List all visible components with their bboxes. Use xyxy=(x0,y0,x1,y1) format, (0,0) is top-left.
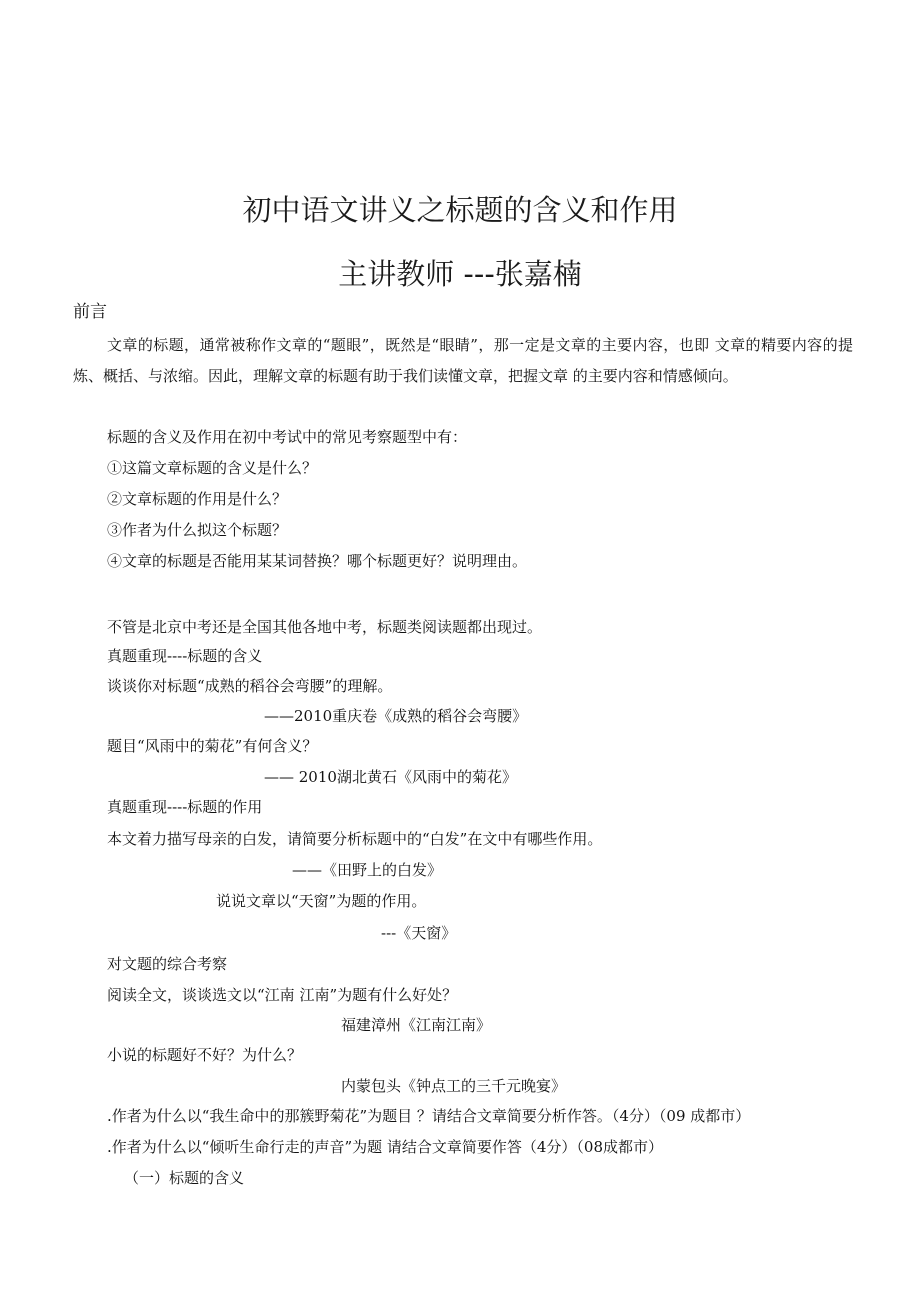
question-type-item: ②文章标题的作用是什么？ xyxy=(107,490,288,508)
question-source: —— 2010湖北黄石《风雨中的菊花》 xyxy=(264,768,517,786)
exam-question: 本文着力描写母亲的白发，请简要分析标题中的“白发”在文中有哪些作用。 xyxy=(107,830,603,848)
question-source: ——《田野上的白发》 xyxy=(292,861,443,879)
preface-heading: 前言 xyxy=(73,302,107,322)
question-type-item: ④文章的标题是否能用某某词替换？哪个标题更好？说明理由。 xyxy=(107,552,528,570)
document-subtitle: 主讲教师 ---张嘉楠 xyxy=(338,257,582,291)
section-function-heading: 真题重现----标题的作用 xyxy=(107,798,263,816)
question-source: ——2010重庆卷《成熟的稻谷会弯腰》 xyxy=(264,707,528,725)
question-source: 福建漳州《江南江南》 xyxy=(341,1016,492,1034)
exam-question: .作者为什么以“倾听生命行走的声音”为题 请结合文章简要作答（4分）（08成都市） xyxy=(107,1138,664,1156)
exam-question: 阅读全文，谈谈选文以“江南 江南”为题有什么好处？ xyxy=(107,986,458,1004)
question-source: ---《天窗》 xyxy=(381,924,457,942)
document-title: 初中语文讲义之标题的含义和作用 xyxy=(242,193,678,227)
exam-note: 不管是北京中考还是全国其他各地中考，标题类阅读题都出现过。 xyxy=(107,618,543,636)
subsection-heading: （一）标题的含义 xyxy=(124,1169,245,1187)
question-type-item: ①这篇文章标题的含义是什么？ xyxy=(107,459,318,477)
section-meaning-heading: 真题重现----标题的含义 xyxy=(107,647,263,665)
question-source: 内蒙包头《钟点工的三千元晚宴》 xyxy=(341,1077,567,1095)
exam-question: 小说的标题好不好？为什么？ xyxy=(107,1046,303,1064)
intro-paragraph: 文章的标题，通常被称作文章的“题眼”，既然是“眼睛”，那一定是文章的主要内容，也即 文章的精要内容的提炼、概括、与浓缩。因此，理解文章的标题有助于我们读懂文章，把握文章 的主要内容和情感倾向。 xyxy=(73,336,853,385)
exam-question: .作者为什么以“我生命中的那簇野菊花”为题目 ？请结合文章简要分析作答。（4分）（09 成都市） xyxy=(107,1107,751,1125)
question-types-intro: 标题的含义及作用在初中考试中的常见考察题型中有： xyxy=(107,428,468,446)
question-type-item: ③作者为什么拟这个标题？ xyxy=(107,521,288,539)
exam-question: 说说文章以“天窗”为题的作用。 xyxy=(216,892,427,910)
section-comprehensive-heading: 对文题的综合考察 xyxy=(107,955,228,973)
exam-question: 谈谈你对标题“成熟的稻谷会弯腰”的理解。 xyxy=(107,677,393,695)
exam-question: 题目“风雨中的菊花”有何含义？ xyxy=(107,737,318,755)
